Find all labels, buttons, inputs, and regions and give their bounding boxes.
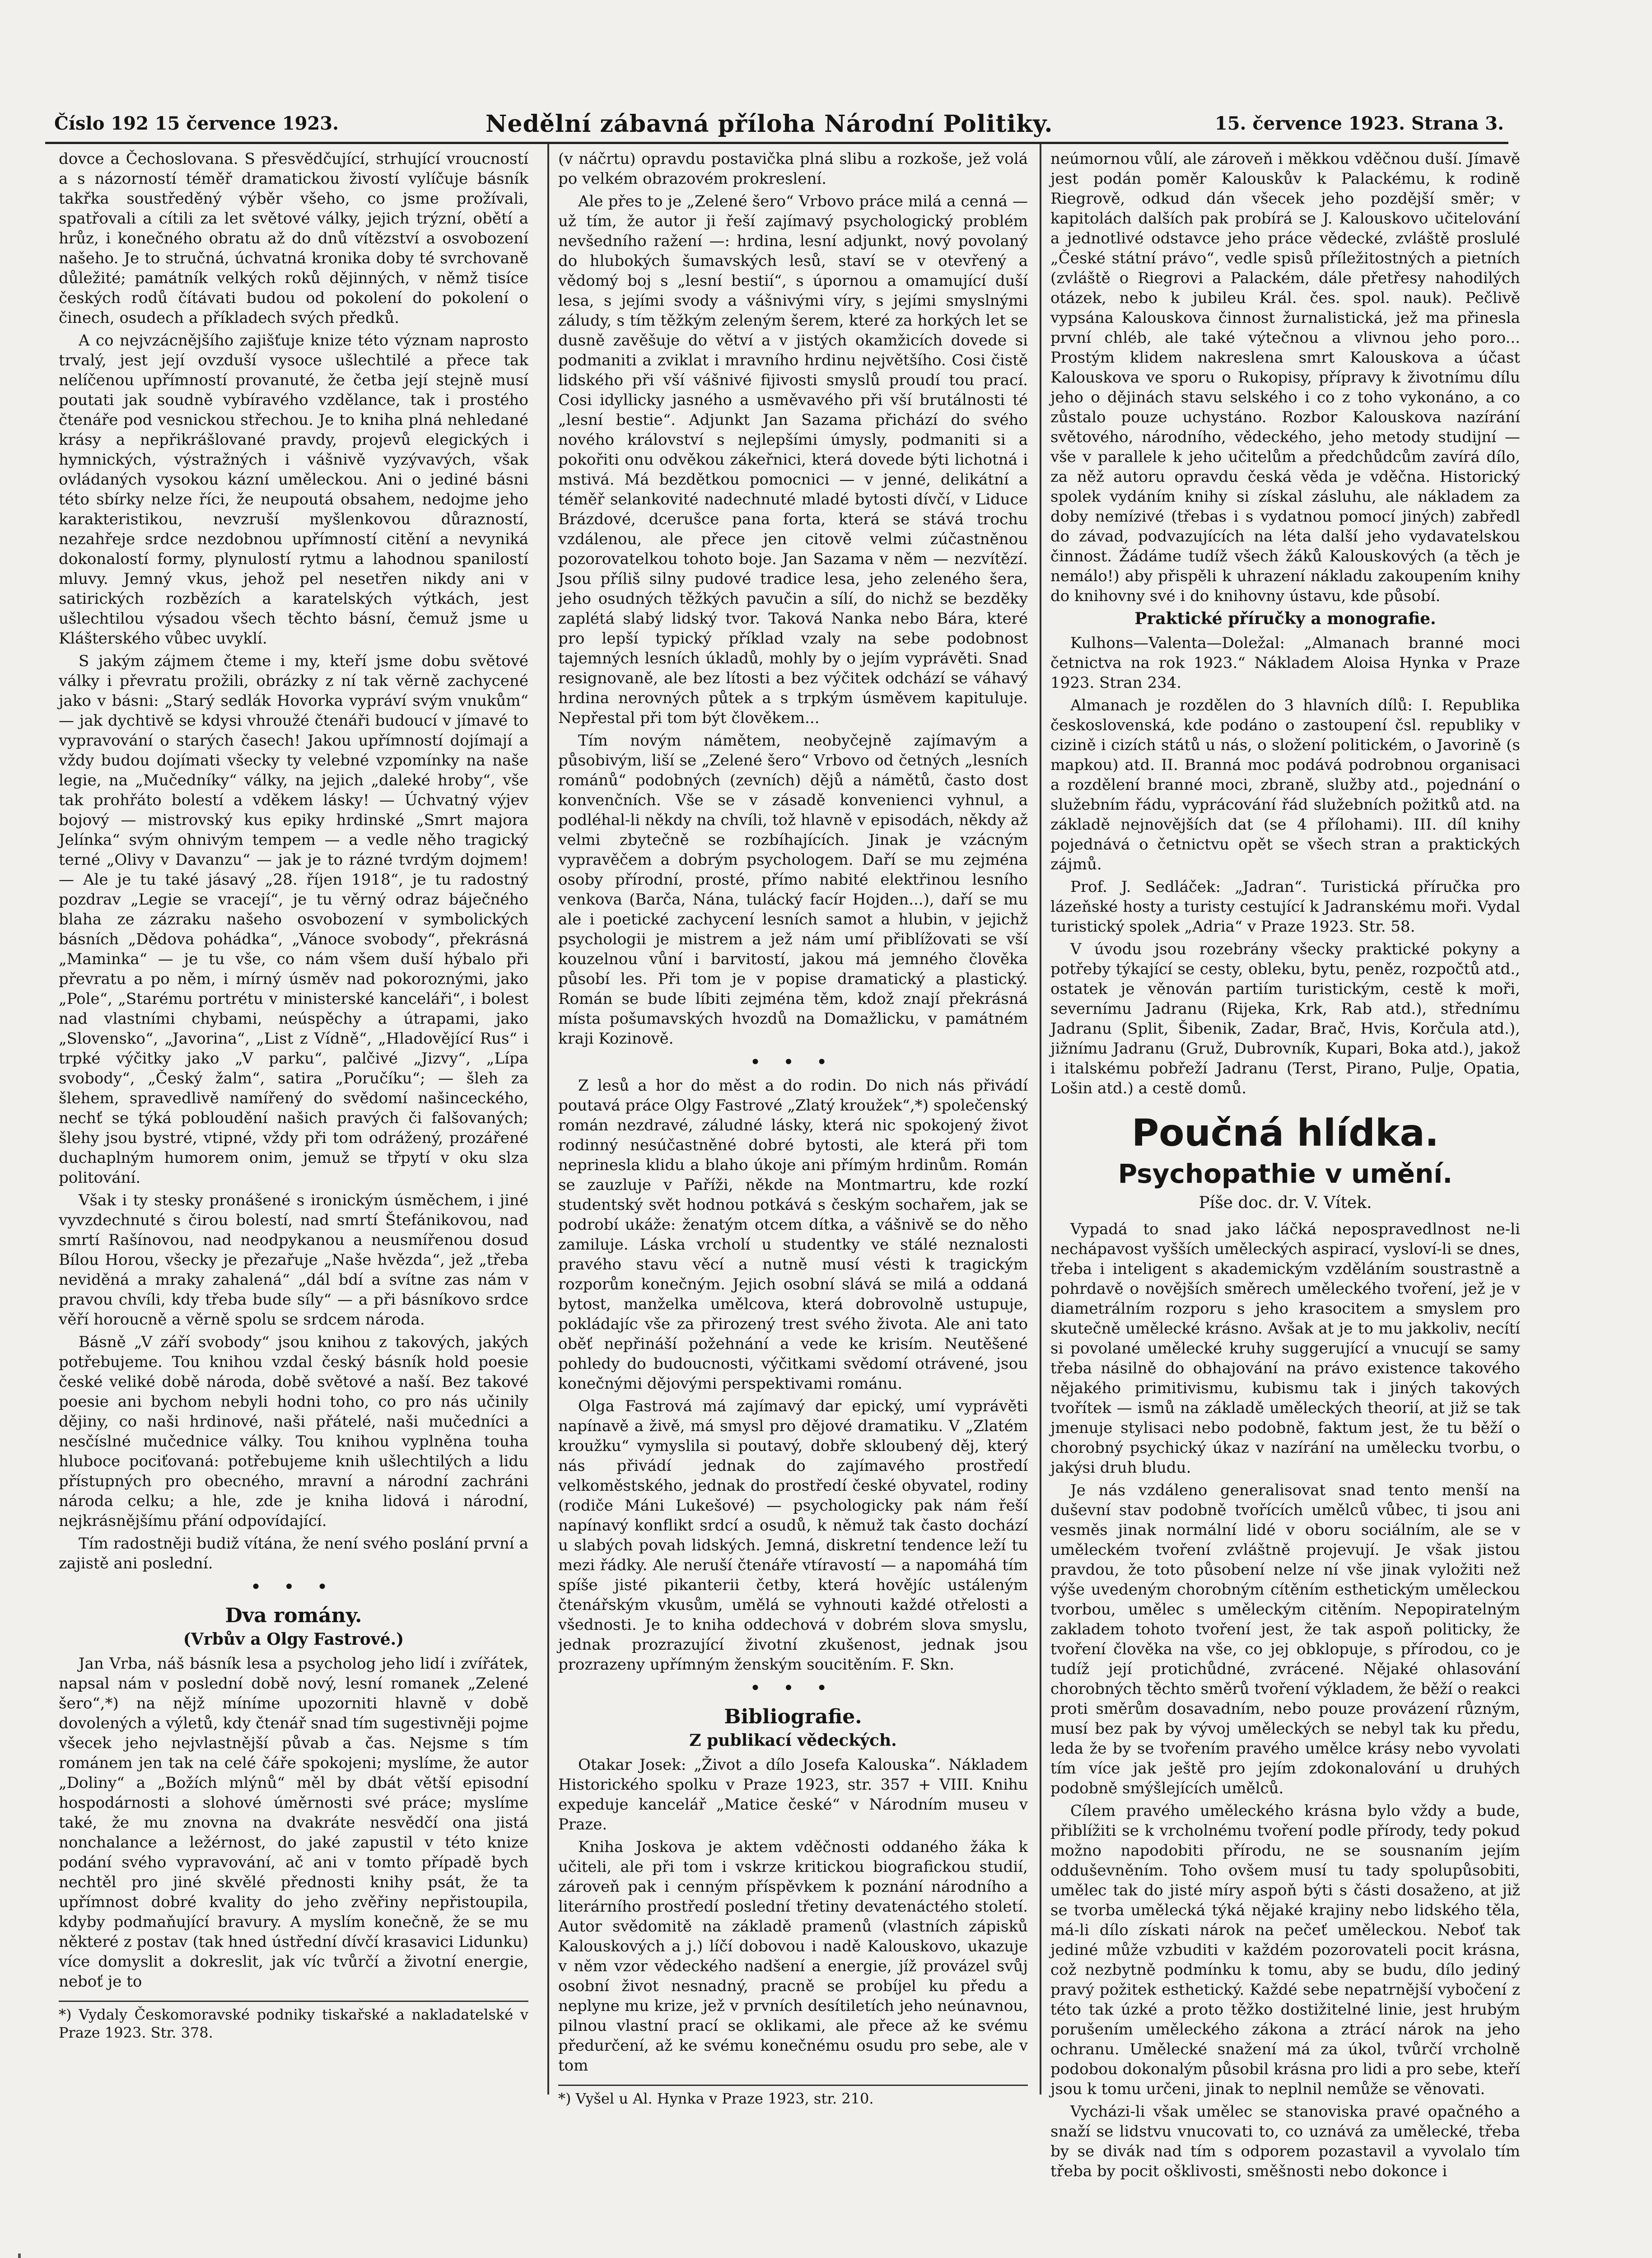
paragraph: S jakým zájmem čteme i my, kteří jsme dobu světové války i převratu prožili, obrázky z ní tak věrně zachycené jako v básni: „Starý sedlák Hovorka vypráví svým vnukům“ — jak dychtivě se kdysi vhroužé čtenáři budoucí v jímavé to vypravování o starých časech! Jakou upřímností dojímají a vždy budou dojímati všecky ty velebné vzpomínky na naše legie, na „Mučedníky“ války, na jejich „daleké hroby“, vše tak prohřáto bolestí a vděkem lásky! — Úchvatný výjev bojový — mistrovský kus epiky hrdinské „Smrt majora Jelínka“ svým ohnivým tempem — a vedle něho tragický terné „Olivy v Davanzu“ — jak je to rázné tvrdým dojmem! — Ale je tu také jásavý „28. říjen 1918“, je tu radostný pozdrav „Legie se vracejí“, je tu věrný odraz báječného blaha ze zázraku našeho osvobození v symbolických básních „Dědova pohádka“, „Vánoce svobody“, překrásná „Maminka“ — je tu vše, co nám všem duší hýbalo při převratu a po něm, i mírný úsměv nad pokoroznými, jako „Pole“, „Starému portrétu v ministerské kanceláři“, i bolest nad vlastními chybami, neúspěchy a útrapami, jako „Slovensko“, „Javorina“, „List z Vídně“, „Hladovějící Rus“ i trpké výčitky jako „V parku“, palčivé „Jizvy“, „Lípa svobody“, „Český žalm“, satira „Poručíku“; — šleh za šlehem, spravedlivě namířený do svědomí našinceckého, nechť se týká pobloudění našich pravých či falšovaných; šlehy jsou bystré, vtipné, vždy při tom odrážený, prozářené duchaplným humorem onim, jemuž se třpytí v oku slza politování. [59, 652, 528, 1187]
separator-stars: • • • [251, 1578, 336, 1596]
section-subtitle: Praktické příručky a monografie. [1134, 609, 1436, 628]
date-and-page: 15. července 1923. Strana 3. [1214, 113, 1504, 134]
issue-number: Číslo 192 15 července 1923. [54, 113, 339, 134]
paragraph: Vypadá to snad jako láčká nepospravedlnost ne-li nechápavost vyšších uměleckých aspirací, vysloví-li se dnes, třeba i inteligent s akademickým vzděláním soustrastně a pohrdavě o novějších směrech uměleckého tvoření, jež je v diametrálním rozporu s jeho krasocitem a smyslem pro skutečně umělecké krásno. Avšak at je to mu jakkoliv, necítí si povolané umělecké kruhy suggerující a vnucují se samy třeba násilně do obhajování na právo existence takového nějakého primitivismu, kubismu tak i jiných takových tvořítek — ismů na základě uměleckých theorií, at již se tak jmenuje stylisaci nebo podobně, faktum jest, že tu běží o chorobný psychický úkaz v nazírání na umělecku tvorbu, o jakýsi druh bludu. [1050, 1220, 1520, 1477]
feature-title: Poučná hlídka. [1132, 1112, 1439, 1155]
paragraph: Jan Vrba, náš básník lesa a psycholog jeho lidí i zvířátek, napsal nám v poslední době nový, lesní romanek „Zelené šero“,*) na nějž míníme upozorniti hlavně v době dovolených a výletů, kdy čtenář snad tím sugestivněji pojme všecek jeho nejvlastnější půvab a čas. Nejsme s tím románem jen tak na celé čáře spokojeni; myslíme, že autor „Doliny“ a „Božích mlýnů“ měl by dbát větší episodní hospodárnosti a slohové úměrnosti své práce; myslíme také, že mu znovna na dvakráte nesvědčí ona jistá nonchalance a ležérnost, do jaké zapustil v této knize podání svého vypravování, ač ani v tomto případě bych nechtěl pro jiné skvělé přednosti knihy psát, že ta upřímnost dobré kvality do jeho zvěřiny nepřistoupila, kdyby podmaňující bravury. A myslím konečně, že se mu některé z postav (tak hned ústřední dívčí krasavici Lidunku) více domyslit a dokreslit, jak víc tvůrčí a životní energie, neboť je to [59, 1655, 528, 1991]
paragraph: Je nás vzdáleno generalisovat snad tento menší na duševní stav podobně tvořících umělců vůbec, ti jsou ani vesměs jinak normální lidé v oboru sociálním, ale se v uměleckém tvoření zvláštně projevují. Je však jistou pravdou, že toto působení nelze ní vše jinak vyložiti než výše uvedeným chorobným cítěním esthetickým uměleckou tvorbou, umělec s uměleckým citěním. Nepopiratelným zakladem tohoto tvoření jest, že tak aspoň politicky, že tvoření člověka na vše, co jej obklopuje, s přírodou, co je tudíž její protichůdné, zvrácené. Nějaké ohlasování chorobných těchto směrů tvoření výkladem, že běží o reakci proti směrům dosavadním, nebo pouze provázení různým, musí bez pak by vývoj uměleckých se nebyl tak ku předu, leda že by se tvořením pravého umělce krásy nebo vyvolati tím více jak ještě pro jejím zdokonalování u druhých podobně smýšlejících umělců. [1050, 1481, 1520, 1797]
paragraph: A co nejvzácnějšího zajišťuje knize této význam naprosto trvalý, jest její ovzduší vysoce ušlechtilé a přece tak nelíčenou upřímností provanuté, že četba její stejně musí poutati jak soudně vybíravého vzdělance, tak i prostého čtenáře pod vesnickou střechou. Je to kniha plná nehledané krásy a nepřikrášlované pravdy, projevů elegických i hymnických, výstražných i vášnivě vyzývavých, však ovládaných vysokou kázní uměleckou. Ani o jediné básni této sbírky nelze říci, že neupoutá obsahem, nedojme jeho karakteristikou, nevzruší myšlenkovou důrazností, nezahřeje srdce nezdobnou upřímností citění a nevyniká dokonalostí formy, plynulostí rytmu a lahodnou spanilostí mluvy. Jemný vkus, jehož pel nesetřen nikdy ani v satirických rozbězích a karatelských výtkách, jest ušlechtilou výsadou všech těchto básní, čemuž jsme u Klášterského vůbec uvyklí. [59, 331, 528, 648]
column-3 [1050, 149, 1520, 2184]
binding-mark [18, 2253, 21, 2258]
paragraph: neúmornou vůlí, ale zároveň i měkkou vděčnou duší. Jímavě jest podán poměr Kalouskův k Palackému, k rodině Riegrově, odkud dán všecek jeho pozdější směr; v kapitolách dalších pak probírá se J. Kalouskovo učitelování a jednotlivé odstavce jeho práce vědecké, zvláště proslulé „České státní právo“, vedle spisů příležitostných a pietních (zvláště o Riegrovi a Palackém, dále přetřesy nahodilých otázek, nebo k jubileu Král. čes. spol. nauk). Pečlivě vypsána Kalouskova činnost žurnalistická, jež ma přinesla první chléb, ale také výtečnou a vlivnou jeho poro... Prostým klidem nakreslena smrt Kalouskova a účast Kalouskova ve sporu o Rukopisy, přípravy k životnímu dílu jeho o dějinách stavu selského i co z toho vykonáno, a co zůstalo pouze uchystáno. Rozbor Kalouskova nazírání světového, národního, vědeckého, jeho metody studijní — vše v parallele k jeho učitelům a předchůdcům zavírá dílo, za něž autoru opravdu česká věda je vděčna. Historický spolek vydáním knihy si získal zásluhu, ale nákladem za doby nemízivé (třebas i s vydatnou pomocí jiných) zabředl do závad, podvazujících na léta další jeho vydavatelskou činnost. Žádáme tudíž všech žáků Kalouskových (a těch je nemálo!) aby přispěli k uhrazení nákladu zakoupením knihy do knihovny své i do knihovny ústavu, kde působí. [1050, 150, 1520, 605]
supplement-title: Nedělní zábavná příloha Národní Politiky. [485, 110, 1053, 138]
paragraph: Almanach je rozdělen do 3 hlavních dílů: I. Republika československá, kde podáno o zastoupení čsl. republiky v cizině i cizích států u nás, o složení politickém, o Javorině (s mapkou) atd. II. Branná moc podává podrobnou organisaci a rozdělení branné moci, zbraně, služby atd., pojednání o služebním řádu, vyprácování řád služebních požitků atd. na základě nejnovějších dat (se 4 přílohami). III. díl knihy pojednává o četnictvu opět se všech stran a praktických zájmů. [1050, 696, 1520, 873]
paragraph: Tím novým námětem, neobyčejně zajímavým a působivým, liší se „Zelené šero“ Vrbovo od četných „lesních románů“ podobných (zevních) dějů a námětů, často dost konvenčních. Vše se v zásadě konvenienci vyhnul, a podléhal-li někdy na chvíli, tož hlavně v episodách, někdy až velmi zbytečně se rozbíhajících. Jinak je vzácným vypravěčem a dobrým psychologem. Daří se mu zejména osoby přírodní, prosté, přímo nabité elektřinou lesního venkova (Barča, Nána, tulácký facír Hojden...), daří se mu ale i poetické zachycení lesních samot a hlubin, v jejichž psychologii je mistrem a jež nám umí přiblížovati se vší kouzelnou vůní i barvitostí, jakou má jemného člověka působí les. Při tom je v popise dramatický a plastický. Román se bude líbiti zejména těm, kdož znají překrásná místa pošumavských hvozdů na Domažlicku, v památném kraji Kozinově. [558, 732, 1028, 1048]
byline: Píše doc. dr. V. Vítek. [1199, 1194, 1372, 1212]
column-divider-1 [547, 144, 549, 2095]
separator-stars: • • • [750, 1679, 836, 1697]
paragraph: Ale přes to je „Zelené šero“ Vrbovo práce milá a cenná — už tím, že autor ji řeší zajímavý psychologický problém nevšedního ražení —: hrdina, lesní adjunkt, nový povolaný do hlubokých šumavských lesů, staví se v otevřený a vědomý boj s „lesní bestií“, s úpornou a omamující duší lesa, s jejími svody a vášnivými víry, s jejími smyslnými záludy, s tím těžkým zeleným šerem, které za horkých let se dusně zavěšuje do větví a v jistých okamžicích dovede si podmaniti a zviklat i mravního hrdinu největšího. Cosi čistě lidského při vší vášnivé fijivosti smyslů proudí tou prací. Cosi idyllicky jasného a usměvavého při vší brutálnosti té „lesní bestie“. Adjunkt Jan Sazama přichází do svého nového království s nejlepšími úmysly, podmaniti si a pokořiti onu odvěkou zákeřnici, která dovede býti lichotná i mstivá. Má bezdětkou pomocnici — v jenné, delikátní a téměř selankovité nadechnuté mladé bytosti dívčí, v Liduce Brázdové, dcerušce pana forta, která se stává trochu vzdálenou, ale přece jen citově velmi zúčastněnou pozorovatelkou tohoto boje. Jan Sazama v něm — nezvítězí. Jsou příliš silny pudové tradice lesa, jeho zeleného šera, jeho osudných těžkých pavučin a sílí, do nichž se bezděky zaplétá slabý lidský tvor. Taková Nanka nebo Bára, které pro lepší typický příklad vzaly na sebe podobnost tajemných lesních úkladů, mohly by o jejím vyprávěti. Snad resignovaně, ale bez lítosti a bez výčitek odchází se váhavý hrdina nerovných půtek a s trpkým úsměvem kapituluje. Nepřestal při tom být člověkem... [558, 192, 1028, 727]
paragraph: (v náčrtu) opravdu postavička plná slibu a rozkoše, jež volá po velkém obrazovém prokreslení. [558, 150, 1028, 188]
paragraph: V úvodu jsou rozebrány všecky praktické pokyny a potřeby týkající se cesty, obleku, bytu, peněz, rozpočtů atd., ostatek je věnován partiím turistickým, cestě k moři, severnímu Jadranu (Rijeka, Krk, Rab atd.), střednímu Jadranu (Split, Šibenik, Zadar, Brač, Hvis, Korčula atd.), jižnímu Jadranu (Gruž, Dubrovník, Kupari, Boka atd.), jakož i italskému pobřeží Jadranu (Terst, Pirano, Pulje, Opatia, Lošin atd.) a cestě domů. [1050, 940, 1520, 1097]
column-1 [59, 149, 528, 2042]
page-header [45, 108, 1508, 140]
paragraph: Otakar Josek: „Život a dílo Josefa Kalouska“. Nákladem Historického spolku v Praze 1923, str. 357 + VIII. Knihu expeduje kancelář „Matice české“ v Národním museu v Praze. [558, 1756, 1028, 1833]
section-title: Bibliografie. [724, 1705, 862, 1728]
column-divider-2 [1040, 144, 1041, 2095]
paragraph: Tím radostněji budiž vítána, že není svého poslání první a zajistě ani poslední. [59, 1535, 528, 1572]
paragraph: Však i ty stesky pronášené s ironickým úsměchem, i jiné vyvzdechnuté s čirou bolestí, nad smrtí Štefánikovou, nad smrtí Rašínovou, nad neodpykanou a neusmířenou dosud Bílou Horou, všecky je přezařuje „Naše hvězda“, jež „třeba neviděná a mraky zahalená“ „dál bdí a svítne zas nám v pravou chvíli, kdy třeba bude síly“ — a při básníkovo srdce věří horoucně a věrně spolu se srdcem národa. [59, 1191, 528, 1329]
paragraph: Vycházi-li však umělec se stanoviska pravé opačného a snaží se lidstvu vnucovati to, co uznává za umělecké, třeba by se divák nad tím s odporem pozastavil a vyvolalo tím třeba by pocit ošklivosti, směšnosti nebo dokonce i [1050, 2103, 1520, 2180]
paragraph: Kniha Joskova je aktem vděčnosti oddaného žáka k učiteli, ale při tom i vskrze kritickou biografickou studií, zároveň pak i cenným příspěvkem k poznání národního a literárního prostředí poslední třetiny devatenáctého století. Autor svědomitě na základě pramenů (vlastních zápisků Kalouskových a j.) líčí dobovou i nadě Kalouskovo, ukazuje v něm vzor vědeckého nadšení a energie, jíž provázel svůj osobní život nesnadný, pracně se probíjel ku předu a neplyne mu krize, jež v prvních desítiletích jeho neúnavnou, pilnou vlastní prací se oklikami, ale přece až ke svému předurčení, až ke svému konečnému osudu pro sebe, ale v tom [558, 1838, 1028, 2075]
separator-stars: • • • [750, 1053, 836, 1071]
paragraph: Básně „V září svobody“ jsou knihou z takových, jakých potřebujeme. Tou knihou vzdal český básník hold poesie české veliké době národa, době světové a naší. Bez takové poesie ani bychom nebyli hodni toho, co pro nás učinily dějiny, co naši hrdinové, naši přátelé, naši mučedníci a nesčíslné mučednice války. Tou knihou vyplněna touha hluboce pociťovaná: potřebujeme knih ušlechtilých a lidu přístupných pro obecného, mravní a národní zachráni národa celku; a hle, zde je kniha lidová i národní, nejkrásnějšímu přání odpovídající. [59, 1333, 528, 1530]
footnote: *) Vydaly Českomoravské podniky tiskařské a nakladatelské v Praze 1923. Str. 378. [59, 2001, 528, 2042]
footnote: *) Vyšel u Al. Hynka v Praze 1923, str. 210. [558, 2085, 1028, 2108]
header-rule [45, 142, 1508, 144]
section-title: Dva romány. [225, 1604, 362, 1627]
column-2 [558, 149, 1028, 2108]
paragraph: Kulhons—Valenta—Doležal: „Almanach branné moci četnictva na rok 1923.“ Nákladem Aloisa Hynka v Praze 1923. Stran 234. [1050, 634, 1520, 692]
paragraph: Cílem pravého uměleckého krásna bylo vždy a bude, přiblížiti se k vrcholnému tvoření podle přírody, tedy pokud možno napodobiti přírodu, ne se sousnaním jejím odduševněním. Toho ovšem musí tu tady spolupůsobiti, umělec tak do jisté míry aspoň býti s části dosaženo, at již se tvorba umělecká týká nějaké krajiny nebo lidského těla, má-li dílo získati nárok na pečeť uměleckou. Neboť tak jediné může vzbuditi v každém pozorovateli pocit krásna, což nezbytně podmínku k tomu, aby se budu, dílo jediný pravý požitek esthetický. Každé sebe nepatrnější vybočení z této tak úzké a proto těžko dostižitelné linie, jest hrubým porušením uměleckého zákona a ztrácí nárok na jeho ochranu. Umělecké snažení má za úkol, tvůrčí vrcholně podobou dokonalým působil krásna pro lidi a pro sebe, kteří jsou k tomu určeni, jinak to neplnil nemůže se věnovati. [1050, 1802, 1520, 2098]
paragraph: Olga Fastrová má zajímavý dar epický, umí vyprávěti napínavě a živě, má smysl pro dějové dramatiku. V „Zlatém kroužku“ vymyslila si poutavý, dobře skloubený děj, který nás přivádí jednak do zajímavého prostředí velkoměstského, jednak do prostředí české obyvatel, rodiny (rodiče Máni Lukešové) — psychologicky pak nám řeší napínavý konflikt srdcí a osudů, k němuž tak často dochází u slabých povah lidských. Jemná, diskretní tendence leží tu mezi řádky. Ale neruší čtenáře vtíravostí — a napomáhá tím spíše jisté pikanterii četby, která hovějíc ustáleným čtenářským vkusům, umělá se vyhnouti každé otřelosti a všednosti. Je to kniha oddechová v dobrém slova smyslu, jednak prozrazující životní zkušenost, jednak jsou prozrazeny upřímným ženským soucitěním. F. Skn. [558, 1397, 1028, 1674]
section-subtitle: Z publikací vědeckých. [689, 1731, 897, 1750]
section-subtitle: (Vrbův a Olgy Fastrové.) [183, 1630, 404, 1649]
paragraph: dovce a Čechoslovana. S přesvědčující, strhující vroucností a s názorností téměř dramatickou živostí vylíčuje básník takřka soustředěný výběr všeho, co jsme prožívali, spatřovali a cítili za let světové války, jejich trýzní, obětí a hrůz, i konečného obratu až do dnů vítězství a osvobození našeho. Je to stručná, úchvatná kronika doby té svrchovaně důležité; památník velkých roků dějinných, v němž tisíce českých rodů čítávati budou od pokolení do pokolení o činech, osudech a příkladech svých předků. [59, 150, 528, 327]
paragraph: Prof. J. Sedláček: „Jadran“. Turistická příručka pro lázeňské hosty a turisty cestující k Jadranskému moři. Vydal turistický spolek „Adria“ v Praze 1923. Str. 58. [1050, 878, 1520, 936]
paragraph: Z lesů a hor do měst a do rodin. Do nich nás přivádí poutavá práce Olgy Fastrové „Zlatý kroužek“,*) společenský román nezdravé, záludné lásky, která nic spokojený život rodinný nesúčastněné dobré bytosti, ale která při tom neprinesla klidu a blaho úkoje ani přímým hrdinům. Román se zauzluje v Paříži, někde na Montmartru, kde rozkí studentský svět hodnou potkává s českým sochařem, jak se podrobí ukáže: ženatým otcem dítka, a vášnivě se do něho zamiluje. Láska vrcholí u studentky ve stálé neznalosti pravého stavu věcí a nutně musí vésti k tragickým rozporům konečným. Jejich osobní slává se milá a oddaná bytost, manželka umělcova, která dobrovolně ustupuje, pokládajíc vše za přirozený trest svého života. Ale ani tato oběť nepřináší požehnání a vede ke krisím. Neutěšené pohledy do budoucnosti, výčitkami svědomí otrávené, jsou konečnými dějovými perspektivami románu. [558, 1077, 1028, 1393]
feature-subtitle: Psychopathie v umění. [1118, 1158, 1453, 1189]
